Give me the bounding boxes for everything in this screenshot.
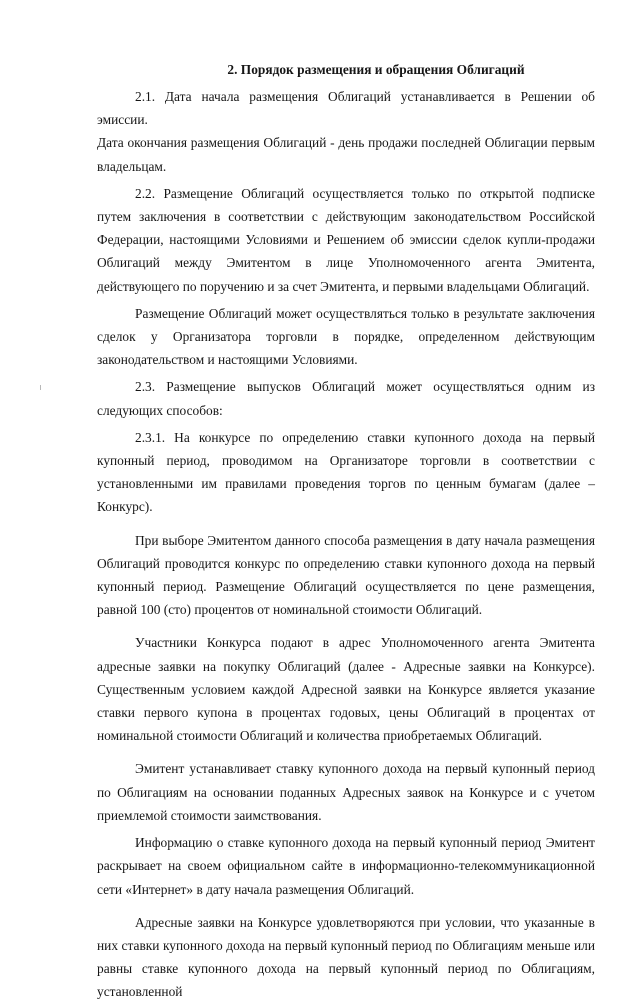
section-heading: 2. Порядок размещения и обращения Облигаций: [227, 62, 525, 77]
paragraph-2-2: 2.2. Размещение Облигаций осуществляется только по открытой подписке путем заключения в соответствии с действующим законодательством Российской Федерации, настоящими Условиями и Решением об эмиссии сделок купли-продажи Облигаций между Эмитентом в лице Уполномоченного агента Эмитента, действующего по поручению и за счет Эмитента, и первыми владельцами Облигаций.: [97, 185, 595, 294]
paragraph-2-3-1: 2.3.1. На конкурсе по определению ставки купонного дохода на первый купонный период, проводимом на Организаторе торговли в соответствии с установленными им правилами проведения торгов по ценным бумагам (далее – Конкурс).: [97, 429, 595, 515]
paragraph-coupon-rate: Эмитент устанавливает ставку купонного дохода на первый купонный период по Облигациям на основании поданных Адресных заявок на Конкурсе и с учетом приемлемой стоимости заимствования.: [97, 761, 595, 823]
paragraph-rate-disclosure: Информацию о ставке купонного дохода на первый купонный период Эмитент раскрывает на своем официальном сайте в информационно-телекоммуникационной сети «Интернет» в дату начала размещения Облигаций.: [97, 835, 595, 897]
paragraph-auction-participants: Участники Конкурса подают в адрес Уполномоченного агента Эмитента адресные заявки на покупку Облигаций (далее - Адресные заявки на Конкурсе). Существенным условием каждой Адресной заявки на Конкурсе является указание ставки первого купона в процентах годовых, цены Облигаций в процентах от номинальной стоимости Облигаций и количества приобретаемых Облигаций.: [97, 635, 595, 744]
document-page: [97, 58, 595, 1004]
paragraph-end-date: Дата окончания размещения Облигаций - день продажи последней Облигации первым владельцам.: [97, 135, 595, 174]
paragraph-placement-trades: Размещение Облигаций может осуществляться только в результате заключения сделок у Организатора торговли в порядке, определенном действующим законодательством и настоящими Условиями.: [97, 305, 595, 368]
margin-mark: [40, 385, 41, 390]
paragraph-2-3: 2.3. Размещение выпусков Облигаций может осуществляться одним из следующих способов:: [97, 379, 595, 418]
paragraph-auction-choice: При выборе Эмитентом данного способа размещения в дату начала размещения Облигаций проводится конкурс по определению ставки купонного дохода на первый купонный период. Размещение Облигаций осуществляется по цене размещения, равной 100 (сто) процентов от номинальной стоимости Облигаций.: [97, 532, 595, 618]
paragraph-2-1: 2.1. Дата начала размещения Облигаций устанавливается в Решении об эмиссии.: [97, 89, 595, 128]
paragraph-bids-satisfied: Адресные заявки на Конкурсе удовлетворяются при условии, что указанные в них ставки купонного дохода на первый купонный период по Облигациям меньше или равны ставке купонного дохода на первый купонный период по Облигациям, установленной: [97, 914, 595, 1000]
